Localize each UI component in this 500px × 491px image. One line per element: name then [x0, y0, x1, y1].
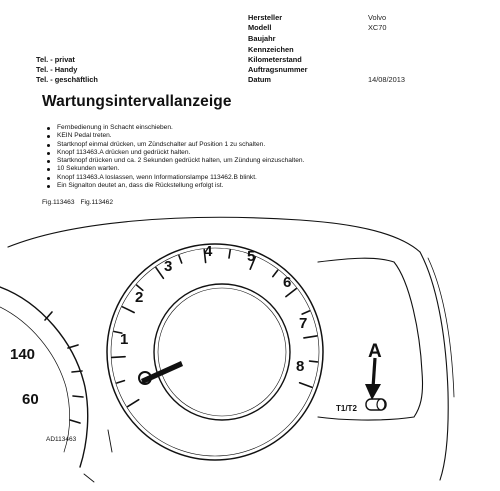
info-value-datum: 14/08/2013 — [368, 75, 405, 84]
figure-ref: Fig.113463 — [42, 199, 75, 206]
tacho-numeral-4: 4 — [204, 243, 213, 260]
tachometer-tick — [302, 311, 309, 314]
info-label-kennzeichen: Kennzeichen — [248, 45, 294, 54]
callout-letter: A — [368, 341, 382, 362]
instruction-list — [43, 124, 304, 190]
info-label-hersteller: Hersteller — [248, 13, 283, 22]
figure-ref: Fig.113462 — [80, 199, 114, 206]
speedometer-tick-marks — [45, 312, 83, 423]
housing-outline — [420, 252, 448, 480]
speedo-numeral-140: 140 — [10, 346, 36, 363]
tachometer-tick — [179, 256, 182, 264]
tacho-numeral-2: 2 — [135, 289, 144, 306]
instruction-step: Knopf 113463.A loslassen, wenn Informationslampe 113462.B blinkt. — [57, 174, 304, 182]
tacho-numeral-7: 7 — [299, 315, 308, 332]
tachometer-tick — [112, 357, 125, 358]
reset-button — [366, 399, 386, 410]
page-title: Wartungsintervallanzeige — [42, 93, 232, 110]
instruction-step: Ein Signalton deutet an, dass die Rückstellung erfolgt ist. — [57, 182, 304, 190]
info-label-datum: Datum — [248, 75, 271, 84]
instruction-step: Startknopf einmal drücken, um Zündschalter auf Position 1 zu schalten. — [57, 141, 304, 149]
tel-geschaeftlich-label: Tel. - geschäftlich — [36, 75, 98, 84]
info-value-hersteller: Volvo — [368, 13, 387, 22]
tachometer-tick — [304, 336, 317, 338]
tachometer-tick — [117, 381, 125, 383]
instruction-step: 10 Sekunden warten. — [57, 165, 304, 173]
instrument-cluster-figure — [0, 212, 500, 491]
tel-privat-label: Tel. - privat — [36, 55, 75, 64]
tacho-numeral-3: 3 — [164, 258, 173, 275]
instruction-step: Startknopf drücken und ca. 2 Sekunden gedrückt halten, um Zündung einzuschalten. — [57, 157, 305, 165]
tachometer-tick — [300, 383, 312, 387]
figure-code: AD113463 — [46, 436, 77, 443]
tachometer-tick — [273, 270, 278, 276]
speedometer-inner-ring — [0, 307, 70, 452]
tacho-numeral-6: 6 — [283, 274, 292, 291]
instruction-step: Fernbedienung in Schacht einschieben. — [57, 124, 304, 132]
tacho-numeral-1: 1 — [120, 331, 129, 348]
housing-outline — [428, 258, 454, 397]
housing-outline — [8, 217, 420, 252]
instruction-step: Knopf 113463.A drücken und gedrückt halten. — [57, 149, 304, 157]
callout-arrow-icon — [365, 358, 381, 400]
tel-handy-label: Tel. - Handy — [36, 65, 78, 74]
t1-t2-button-label: T1/T2 — [336, 404, 357, 413]
info-label-modell: Modell — [248, 23, 272, 32]
tachometer-tick — [122, 307, 134, 313]
instruction-step: KEIN Pedal treten. — [57, 132, 304, 140]
info-label-kilometerstand: Kilometerstand — [248, 55, 302, 64]
tachometer-tick — [128, 400, 139, 407]
tacho-numeral-8: 8 — [296, 358, 305, 375]
info-label-baujahr: Baujahr — [248, 34, 276, 43]
tachometer-tick — [229, 250, 230, 258]
tacho-numeral-5: 5 — [247, 248, 256, 265]
speedo-numeral-60: 60 — [22, 391, 39, 408]
tachometer-tick — [310, 361, 318, 362]
tachometer-inner-rim — [158, 288, 286, 416]
info-value-modell: XC70 — [368, 23, 387, 32]
figure-references — [42, 199, 119, 206]
tachometer-inner-ring — [154, 284, 290, 420]
tachometer-tick — [156, 268, 164, 279]
info-label-auftragsnummer: Auftragsnummer — [248, 65, 308, 74]
